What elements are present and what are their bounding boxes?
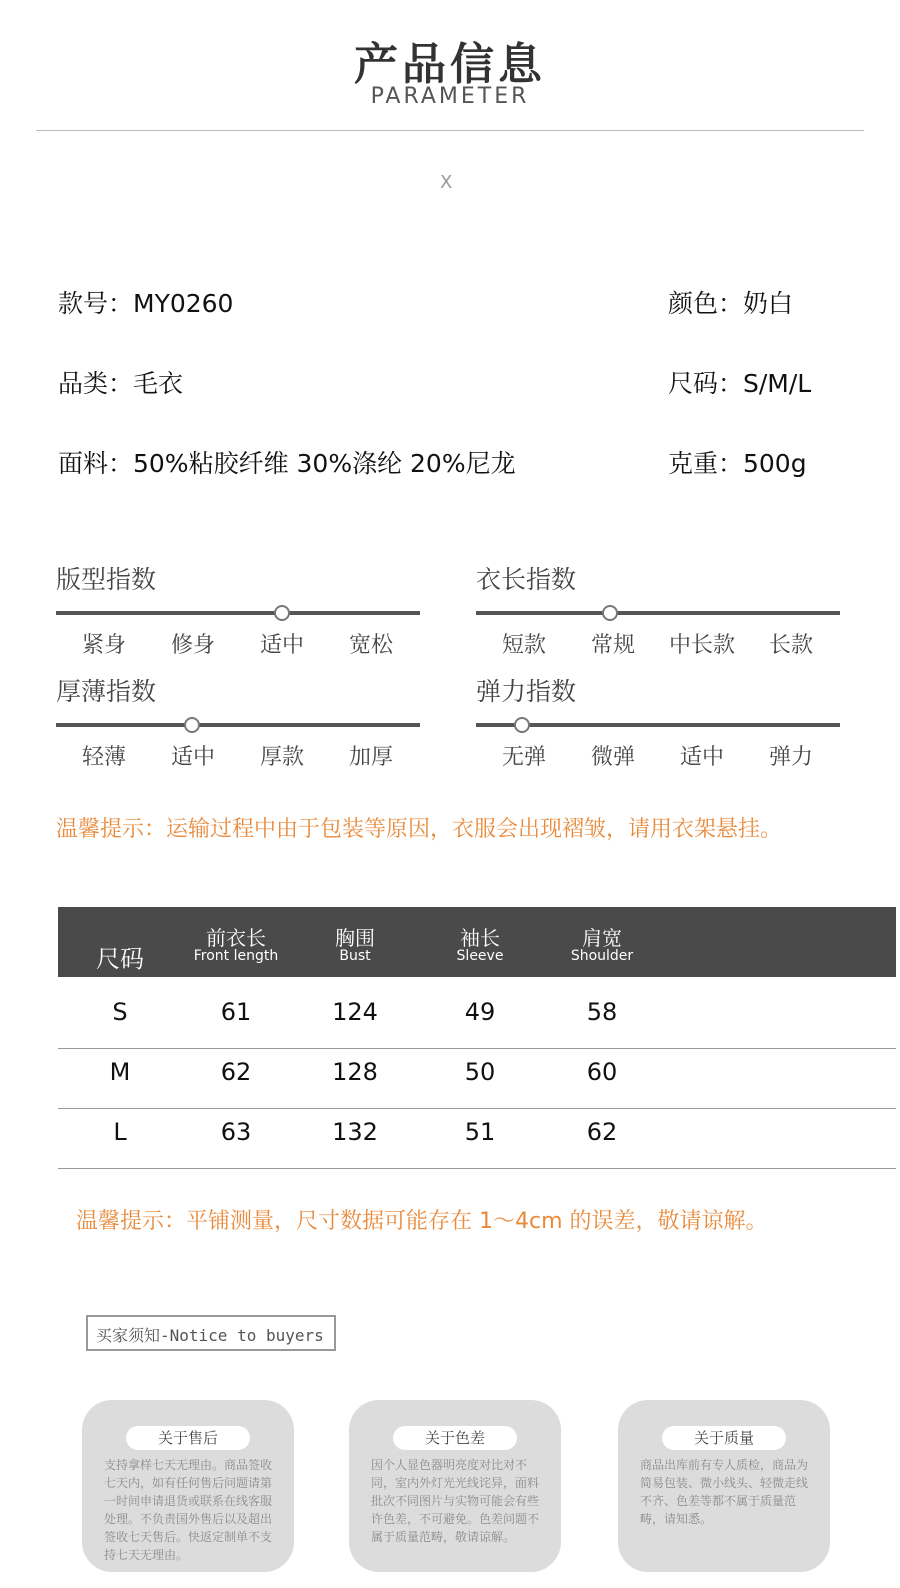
notice-label: 买家须知-Notice to buyers	[96, 1326, 324, 1345]
table-cell: 61	[220, 998, 252, 1026]
elasticity-index-title: 弹力指数	[476, 677, 577, 706]
column-header-cn: 肩宽	[582, 926, 622, 950]
table-cell: 58	[586, 998, 618, 1026]
table-cell: 51	[464, 1118, 496, 1146]
table-cell: 62	[220, 1058, 252, 1086]
close-icon[interactable]: X	[440, 172, 453, 193]
table-cell: 50	[464, 1058, 496, 1086]
measurement-tip: 温馨提示：平铺测量，尺寸数据可能存在 1～4cm 的误差，敬请谅解。	[76, 1209, 768, 1234]
elasticity-option: 微弹	[590, 745, 635, 770]
length-option: 短款	[501, 633, 546, 658]
fit-index-title: 版型指数	[56, 565, 157, 594]
length-index-title: 衣长指数	[476, 565, 577, 594]
thickness-index-track	[56, 723, 420, 727]
table-cell: 49	[464, 998, 496, 1026]
table-cell: 124	[332, 998, 378, 1026]
elasticity-option: 弹力	[768, 745, 813, 770]
fit-option: 修身	[170, 633, 215, 658]
fit-index-knob	[274, 605, 290, 621]
elasticity-option: 适中	[679, 745, 724, 770]
thickness-index-title: 厚薄指数	[56, 677, 157, 706]
table-cell: 62	[586, 1118, 618, 1146]
length-index-knob	[602, 605, 618, 621]
length-index-track	[476, 611, 840, 615]
table-cell: 132	[332, 1118, 378, 1146]
row-divider	[58, 1048, 896, 1049]
fit-option: 紧身	[81, 633, 126, 658]
column-header-en: Sleeve	[456, 948, 504, 964]
column-header-cn: 前衣长	[206, 926, 266, 950]
column-header-en: Bust	[339, 948, 371, 964]
fit-index-track	[56, 611, 420, 615]
thickness-option: 厚款	[259, 745, 304, 770]
card-body: 支持拿样七天无理由。商品签收七天内，如有任何售后问题请第一时间申请退货或联系在线客服处理。不负责国外售后以及超出签收七天售后。快返定制单不支持七天无理由。	[104, 1458, 273, 1562]
table-cell-size: M	[109, 1058, 131, 1086]
table-cell: 128	[332, 1058, 378, 1086]
elasticity-index-knob	[514, 717, 530, 733]
row-divider	[58, 1108, 896, 1109]
page-subtitle: PARAMETER	[370, 84, 530, 109]
page-title: 产品信息	[354, 39, 546, 90]
style-number: 款号：MY0260	[58, 289, 234, 318]
column-header-cn: 胸围	[335, 926, 375, 950]
size-info: 尺码：S/M/L	[668, 369, 812, 398]
table-cell: 60	[586, 1058, 618, 1086]
fit-option: 宽松	[348, 633, 393, 658]
card-title: 关于质量	[662, 1426, 786, 1450]
thickness-option: 适中	[170, 745, 215, 770]
column-header-en: Shoulder	[570, 948, 634, 964]
color-info: 颜色：奶白	[668, 289, 794, 318]
category-info: 品类：毛衣	[58, 369, 184, 398]
table-cell-size: L	[113, 1118, 127, 1146]
weight-info: 克重：500g	[668, 449, 807, 478]
table-cell: 63	[220, 1118, 252, 1146]
size-column-header: 尺码	[96, 945, 144, 973]
card-body: 因个人显色器明亮度对比对不同，室内外灯光光线诧异，面料批次不同图片与实物可能会有些许色差，不可避免。色差问题不属于质量范畴，敬请谅解。	[371, 1458, 540, 1544]
elasticity-option: 无弹	[501, 745, 546, 770]
fit-option: 适中	[259, 633, 304, 658]
color-difference-card	[349, 1400, 561, 1572]
card-body: 商品出库前有专人质检，商品为简易包装、微小线头、轻微走线不齐、色差等都不属于质量范畴，请知悉。	[640, 1458, 809, 1526]
thickness-index-knob	[184, 717, 200, 733]
length-option: 常规	[590, 633, 635, 658]
card-title: 关于色差	[393, 1426, 517, 1450]
column-header-en: Front length	[193, 948, 279, 964]
column-header-cn: 袖长	[460, 926, 500, 950]
thickness-option: 轻薄	[81, 745, 126, 770]
length-option: 长款	[768, 633, 813, 658]
table-cell-size: S	[112, 998, 128, 1026]
row-divider	[58, 1168, 896, 1169]
header-divider	[36, 130, 864, 131]
thickness-option: 加厚	[348, 745, 393, 770]
quality-card	[618, 1400, 830, 1572]
elasticity-index-track	[476, 723, 840, 727]
after-sales-card	[82, 1400, 294, 1572]
card-title: 关于售后	[126, 1426, 250, 1450]
fabric-info: 面料：50%粘胶纤维 30%涤纶 20%尼龙	[58, 449, 516, 478]
length-option: 中长款	[668, 633, 735, 658]
shipping-tip: 温馨提示：运输过程中由于包装等原因，衣服会出现褶皱，请用衣架悬挂。	[56, 817, 783, 842]
